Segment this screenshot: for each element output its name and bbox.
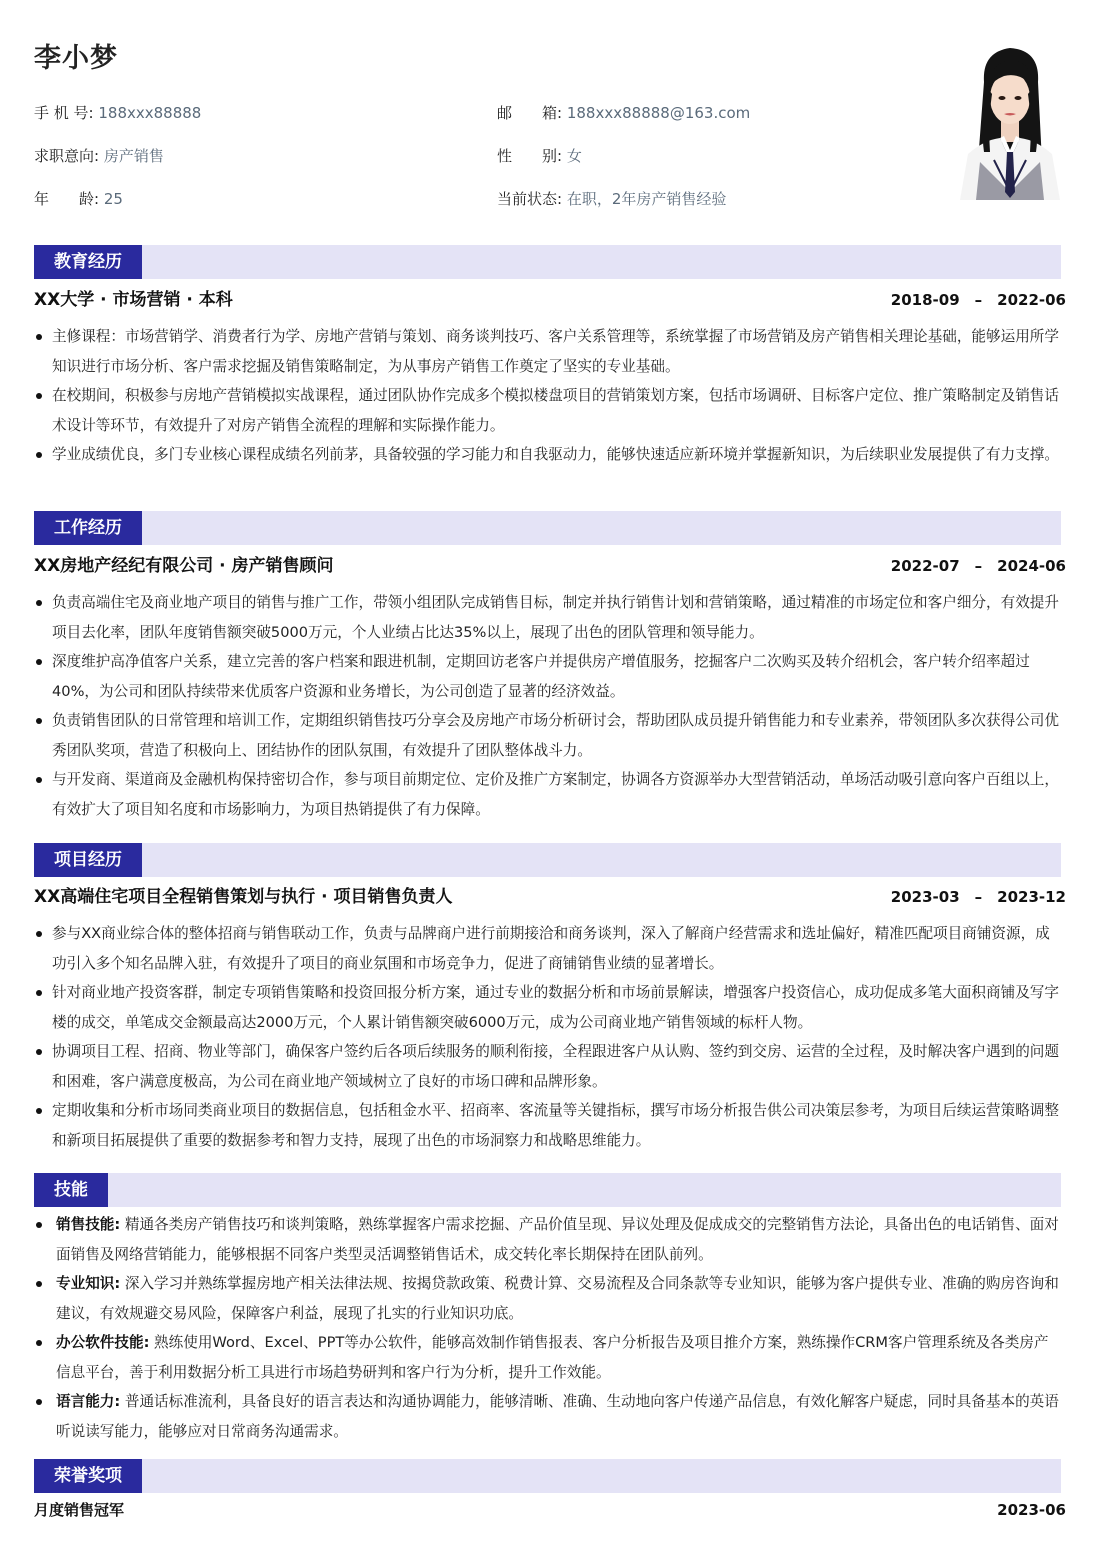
skill-text: 熟练使用Word、Excel、PPT等办公软件，能够高效制作销售报表、客户分析报告及项目推介方案，熟练操作CRM客户管理系统及各类房产信息平台，善于利用数据分析工具进行市场趋势研判和客户行为分析，提升工作效能。 (56, 1334, 1049, 1381)
skills-section-title: 技能 (34, 1173, 108, 1207)
project-section-title: 项目经历 (34, 843, 142, 877)
list-item: 主修课程：市场营销学、消费者行为学、房地产营销与策划、商务谈判技巧、客户关系管理等，系统掌握了市场营销及房产销售相关理论基础，能够运用所学知识进行市场分析、客户需求挖掘及销售策略制定，为从事房产销售工作奠定了坚实的专业基础。 (34, 322, 1062, 381)
project-entry-header (34, 884, 1066, 910)
gender-label: 性 别: (497, 147, 563, 165)
list-item: 与开发商、渠道商及金融机构保持密切合作，参与项目前期定位、定价及推广方案制定，协调各方资源举办大型营销活动，单场活动吸引意向客户百组以上，有效扩大了项目知名度和市场影响力，为项目热销提供了有力保障。 (34, 765, 1062, 824)
status-label: 当前状态: (497, 190, 563, 208)
award-title: 月度销售冠军 (34, 1501, 125, 1519)
list-item (34, 1210, 1062, 1269)
list-item: 协调项目工程、招商、物业等部门，确保客户签约后各项后续服务的顺利衔接，全程跟进客户从认购、签约到交房、运营的全过程，及时解决客户遇到的问题和困难，客户满意度极高，为公司在商业地产领域树立了良好的市场口碑和品牌形象。 (34, 1037, 1062, 1096)
education-entry-header (34, 287, 1066, 313)
list-item: 参与XX商业综合体的整体招商与销售联动工作，负责与品牌商户进行前期接洽和商务谈判，深入了解商户经营需求和选址偏好，精准匹配项目商铺资源，成功引入多个知名品牌入驻，有效提升了项目的商业氛围和市场竞争力，促进了商铺销售业绩的显著增长。 (34, 919, 1062, 978)
list-item (34, 1269, 1062, 1328)
work-bullets (34, 588, 1062, 824)
skill-label: 专业知识: (56, 1275, 121, 1292)
education-bullets (34, 322, 1062, 470)
list-item: 学业成绩优良，多门专业核心课程成绩名列前茅，具备较强的学习能力和自我驱动力，能够快速适应新环境并掌握新知识，为后续职业发展提供了有力支撑。 (34, 440, 1062, 470)
email-row (497, 100, 750, 126)
education-section-header (34, 245, 1061, 279)
award-date: 2023-06 (997, 1501, 1066, 1519)
phone-label: 手 机 号: (34, 104, 94, 122)
email-value: 188xxx88888@163.com (566, 104, 751, 122)
list-item: 在校期间，积极参与房地产营销模拟实战课程，通过团队协作完成多个模拟楼盘项目的营销策划方案，包括市场调研、目标客户定位、推广策略制定及销售话术设计等环节，有效提升了对房产销售全流程的理解和实际操作能力。 (34, 381, 1062, 440)
phone-row (34, 100, 201, 126)
email-label: 邮 箱: (497, 104, 563, 122)
phone-value: 188xxx88888 (98, 104, 202, 122)
list-item: 负责高端住宅及商业地产项目的销售与推广工作，带领小组团队完成销售目标，制定并执行销售计划和营销策略，通过精准的市场定位和客户细分，有效提升项目去化率，团队年度销售额突破5000万元，个人业绩占比达35%以上，展现了出色的团队管理和领导能力。 (34, 588, 1062, 647)
award-entry-header (34, 1497, 1066, 1523)
project-title: XX高端住宅项目全程销售策划与执行 · 项目销售负责人 (34, 887, 453, 907)
status-value: 在职，2年房产销售经验 (566, 190, 727, 208)
work-entry-header (34, 553, 1066, 579)
status-row (497, 186, 726, 212)
awards-section-header (34, 1459, 1061, 1493)
project-date: 2023-03 – 2023-12 (890, 888, 1066, 906)
skills-section-header (34, 1173, 1061, 1207)
awards-section-title: 荣誉奖项 (34, 1459, 142, 1493)
intent-label: 求职意向: (34, 147, 100, 165)
skill-label: 办公软件技能: (56, 1334, 150, 1351)
intent-row (34, 143, 164, 169)
gender-row (497, 143, 582, 169)
project-bullets (34, 919, 1062, 1155)
skill-text: 精通各类房产销售技巧和谈判策略，熟练掌握客户需求挖掘、产品价值呈现、异议处理及促成成交的完整销售方法论，具备出色的电话销售、面对面销售及网络营销能力，能够根据不同客户类型灵活调整销售话术，成交转化率长期保持在团队前列。 (56, 1216, 1059, 1263)
skill-label: 销售技能: (56, 1216, 121, 1233)
education-section-title: 教育经历 (34, 245, 142, 279)
work-section-header (34, 511, 1061, 545)
list-item (34, 1328, 1062, 1387)
skill-label: 语言能力: (56, 1393, 121, 1410)
skill-text: 深入学习并熟练掌握房地产相关法律法规、按揭贷款政策、税费计算、交易流程及合同条款等专业知识，能够为客户提供专业、准确的购房咨询和建议，有效规避交易风险，保障客户利益，展现了扎实的行业知识功底。 (56, 1275, 1059, 1322)
work-title: XX房地产经纪有限公司 · 房产销售顾问 (34, 556, 334, 576)
list-item: 深度维护高净值客户关系，建立完善的客户档案和跟进机制，定期回访老客户并提供房产增值服务，挖掘客户二次购买及转介绍机会，客户转介绍率超过40%，为公司和团队持续带来优质客户资源和业务增长，为公司创造了显著的经济效益。 (34, 647, 1062, 706)
age-label: 年 龄: (34, 190, 100, 208)
candidate-name: 李小梦 (34, 43, 118, 74)
list-item: 负责销售团队的日常管理和培训工作，定期组织销售技巧分享会及房地产市场分析研讨会，帮助团队成员提升销售能力和专业素养，带领团队多次获得公司优秀团队奖项，营造了积极向上、团结协作的团队氛围，有效提升了团队整体战斗力。 (34, 706, 1062, 765)
basic-info (34, 100, 914, 216)
list-item: 针对商业地产投资客群，制定专项销售策略和投资回报分析方案，通过专业的数据分析和市场前景解读，增强客户投资信心，成功促成多笔大面积商铺及写字楼的成交，单笔成交金额最高达2000万元，个人累计销售额突破6000万元，成为公司商业地产销售领域的标杆人物。 (34, 978, 1062, 1037)
age-row (34, 186, 123, 212)
project-section-header (34, 843, 1061, 877)
list-item: 定期收集和分析市场同类商业项目的数据信息，包括租金水平、招商率、客流量等关键指标，撰写市场分析报告供公司决策层参考，为项目后续运营策略调整和新项目拓展提供了重要的数据参考和智力支持，展现了出色的市场洞察力和战略思维能力。 (34, 1096, 1062, 1155)
skill-text: 普通话标准流利，具备良好的语言表达和沟通协调能力，能够清晰、准确、生动地向客户传递产品信息，有效化解客户疑虑，同时具备基本的英语听说读写能力，能够应对日常商务沟通需求。 (56, 1393, 1059, 1440)
work-section-title: 工作经历 (34, 511, 142, 545)
education-title: XX大学 · 市场营销 · 本科 (34, 290, 233, 310)
list-item (34, 1387, 1062, 1446)
age-value: 25 (103, 190, 123, 208)
profile-photo (954, 42, 1066, 200)
gender-value: 女 (566, 147, 582, 165)
education-date: 2018-09 – 2022-06 (890, 291, 1066, 309)
skills-bullets (34, 1210, 1062, 1446)
intent-value: 房产销售 (103, 147, 164, 165)
work-date: 2022-07 – 2024-06 (890, 557, 1066, 575)
